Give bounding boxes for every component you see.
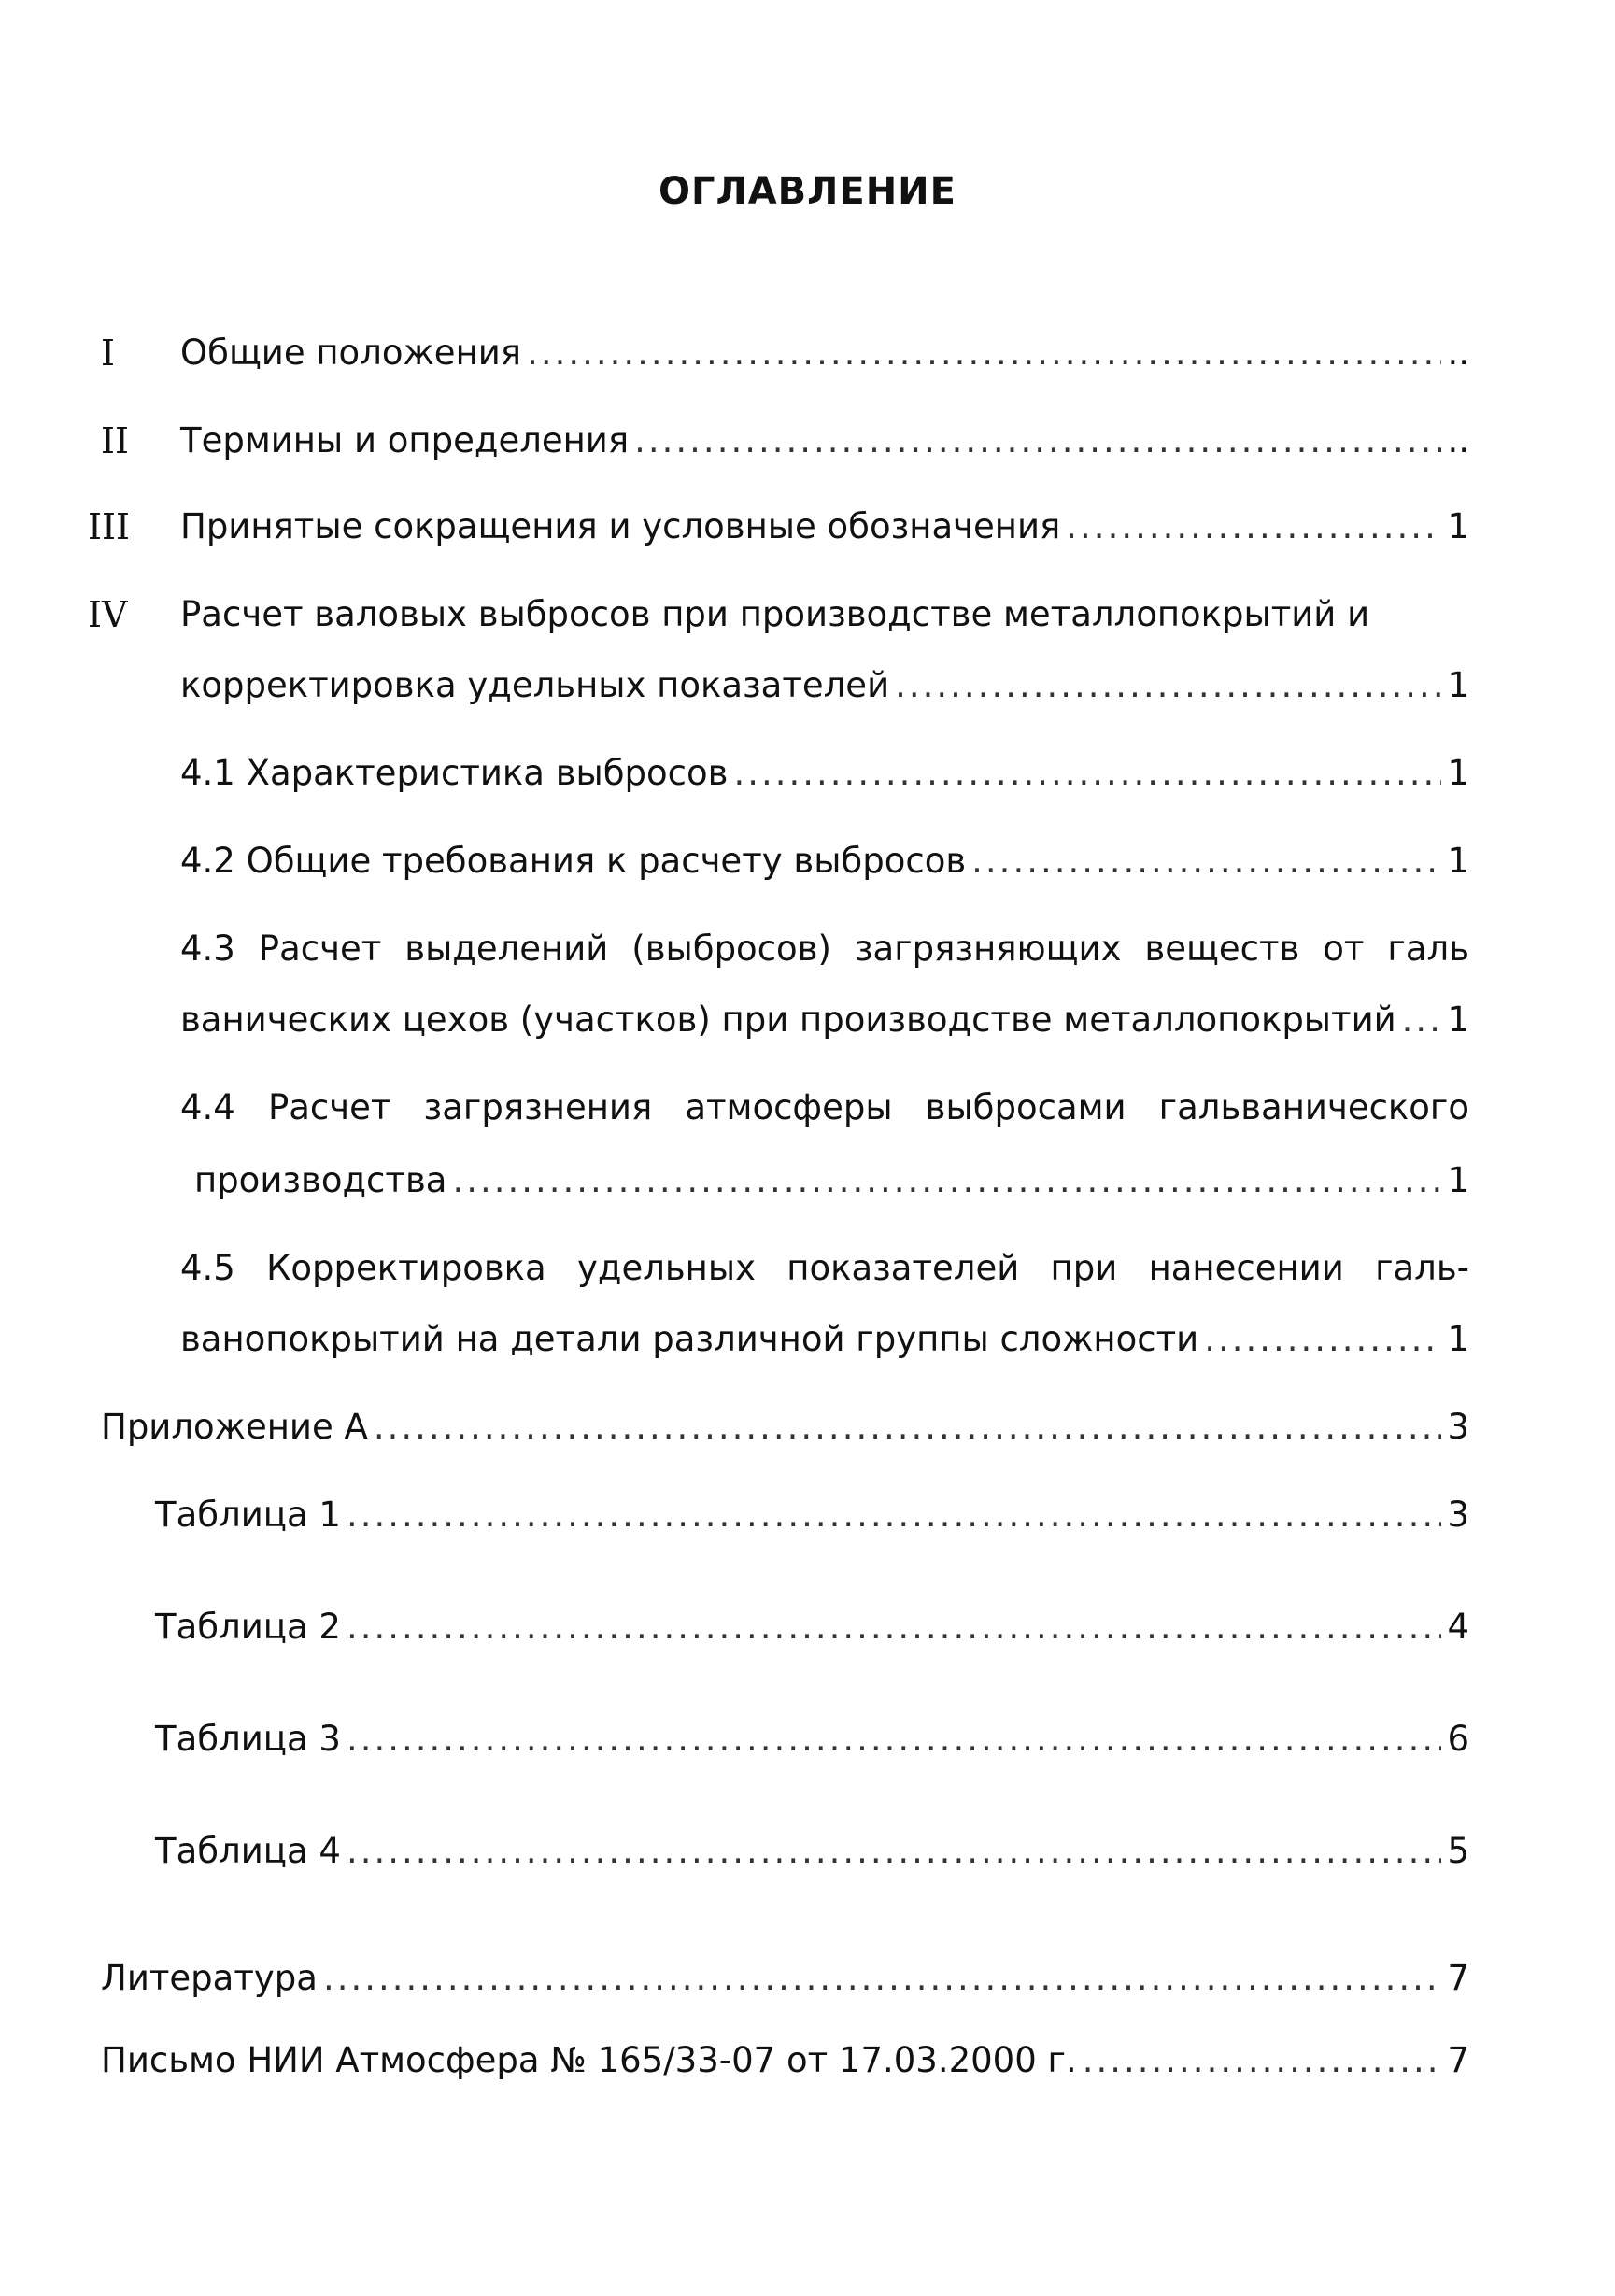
leader-dots bbox=[452, 1160, 1441, 1201]
leader-dots bbox=[527, 333, 1441, 374]
toc-entry-label: Общие положения bbox=[180, 333, 522, 373]
toc-entry-table-2 bbox=[155, 1607, 1469, 1648]
leader-dots bbox=[347, 1831, 1442, 1872]
toc-entry-label: Таблица 3 bbox=[155, 1719, 341, 1759]
page-number: 4 bbox=[1447, 1607, 1469, 1647]
page-number: 7 bbox=[1447, 2040, 1469, 2080]
page-number: 1 bbox=[1447, 753, 1469, 793]
page-number: 1 bbox=[1447, 506, 1469, 546]
leader-dots bbox=[895, 665, 1441, 706]
toc-entry-table-3 bbox=[155, 1719, 1469, 1760]
toc-entry-label: производства bbox=[194, 1160, 447, 1200]
toc-entry-general-provisions bbox=[180, 333, 1469, 374]
toc-entry-label: Приложение А bbox=[101, 1407, 368, 1447]
leader-dots bbox=[1204, 1319, 1441, 1360]
toc-entry-label: ванопокрытий на детали различной группы сложности bbox=[180, 1319, 1199, 1359]
page-number: .. bbox=[1447, 420, 1469, 461]
toc-entry-label: ванических цехов (участков) при производстве металлопокрытий bbox=[180, 999, 1396, 1040]
toc-entry-letter bbox=[101, 2040, 1469, 2081]
leader-dots bbox=[1402, 999, 1442, 1041]
toc-entry-label: Принятые сокращения и условные обозначения bbox=[180, 506, 1061, 546]
section-number-2: II bbox=[101, 420, 130, 461]
section-number-1: I bbox=[101, 333, 116, 374]
page-number: 1 bbox=[1447, 1319, 1469, 1359]
toc-entry-label: Литература bbox=[101, 1958, 318, 1998]
toc-entry-emissions-line1: Расчет валовых выбросов при производстве металлопокрытий и bbox=[180, 594, 1370, 634]
section-number-3: III bbox=[88, 506, 131, 547]
toc-entry-4-3-line1: 4.3 Расчет выделений (выбросов) загрязняющих веществ от галь bbox=[180, 928, 1469, 969]
leader-dots bbox=[1083, 2040, 1442, 2081]
toc-entry-label: Таблица 1 bbox=[155, 1495, 341, 1535]
toc-entry-label: 4.2 Общие требования к расчету выбросов bbox=[180, 841, 967, 881]
toc-entry-terms bbox=[180, 420, 1469, 461]
toc-entry-4-5-line2 bbox=[180, 1319, 1469, 1360]
section-number-4: IV bbox=[88, 594, 128, 635]
page-number: 1 bbox=[1447, 999, 1469, 1040]
toc-entry-literature bbox=[101, 1958, 1469, 1999]
toc-entry-appendix-a bbox=[101, 1407, 1469, 1448]
toc-entry-4-4-line1: 4.4 Расчет загрязнения атмосферы выбросами гальванического bbox=[180, 1087, 1469, 1127]
leader-dots bbox=[347, 1495, 1442, 1536]
page-number: 5 bbox=[1447, 1831, 1469, 1871]
toc-entry-label: Таблица 2 bbox=[155, 1607, 341, 1647]
toc-entry-abbreviations bbox=[180, 506, 1469, 547]
leader-dots bbox=[374, 1407, 1442, 1448]
page-number: 3 bbox=[1447, 1407, 1469, 1447]
toc-entry-label: 4.1 Характеристика выбросов bbox=[180, 753, 729, 793]
leader-dots bbox=[971, 841, 1441, 882]
page-number: 1 bbox=[1447, 841, 1469, 881]
leader-dots bbox=[323, 1958, 1441, 1999]
toc-entry-label: Таблица 4 bbox=[155, 1831, 341, 1871]
page-number: .. bbox=[1447, 333, 1469, 373]
toc-entry-label: Термины и определения bbox=[180, 420, 630, 461]
toc-entry-4-4-line2 bbox=[194, 1160, 1469, 1201]
page-number: 1 bbox=[1447, 665, 1469, 705]
toc-entry-emissions-line2 bbox=[180, 665, 1469, 706]
toc-entry-4-2 bbox=[180, 841, 1469, 882]
toc-entry-4-3-line2 bbox=[180, 999, 1469, 1041]
page-number: 7 bbox=[1447, 1958, 1469, 1998]
leader-dots bbox=[1066, 506, 1441, 547]
page-number: 6 bbox=[1447, 1719, 1469, 1759]
toc-entry-4-5-line1: 4.5 Корректировка удельных показателей при нанесении галь- bbox=[180, 1248, 1469, 1288]
leader-dots bbox=[347, 1719, 1442, 1760]
toc-entry-table-4 bbox=[155, 1831, 1469, 1872]
toc-entry-table-1 bbox=[155, 1495, 1469, 1536]
toc-entry-label: корректировка удельных показателей bbox=[180, 665, 890, 705]
leader-dots bbox=[733, 753, 1441, 794]
leader-dots bbox=[634, 420, 1441, 461]
page-title: ОГЛАВЛЕНИЕ bbox=[659, 170, 956, 213]
page-number: 3 bbox=[1447, 1495, 1469, 1535]
page-number: 1 bbox=[1447, 1160, 1469, 1200]
toc-entry-4-1 bbox=[180, 753, 1469, 794]
toc-entry-label: Письмо НИИ Атмосфера № 165/33-07 от 17.03.2000 г. bbox=[101, 2040, 1077, 2080]
leader-dots bbox=[347, 1607, 1442, 1648]
